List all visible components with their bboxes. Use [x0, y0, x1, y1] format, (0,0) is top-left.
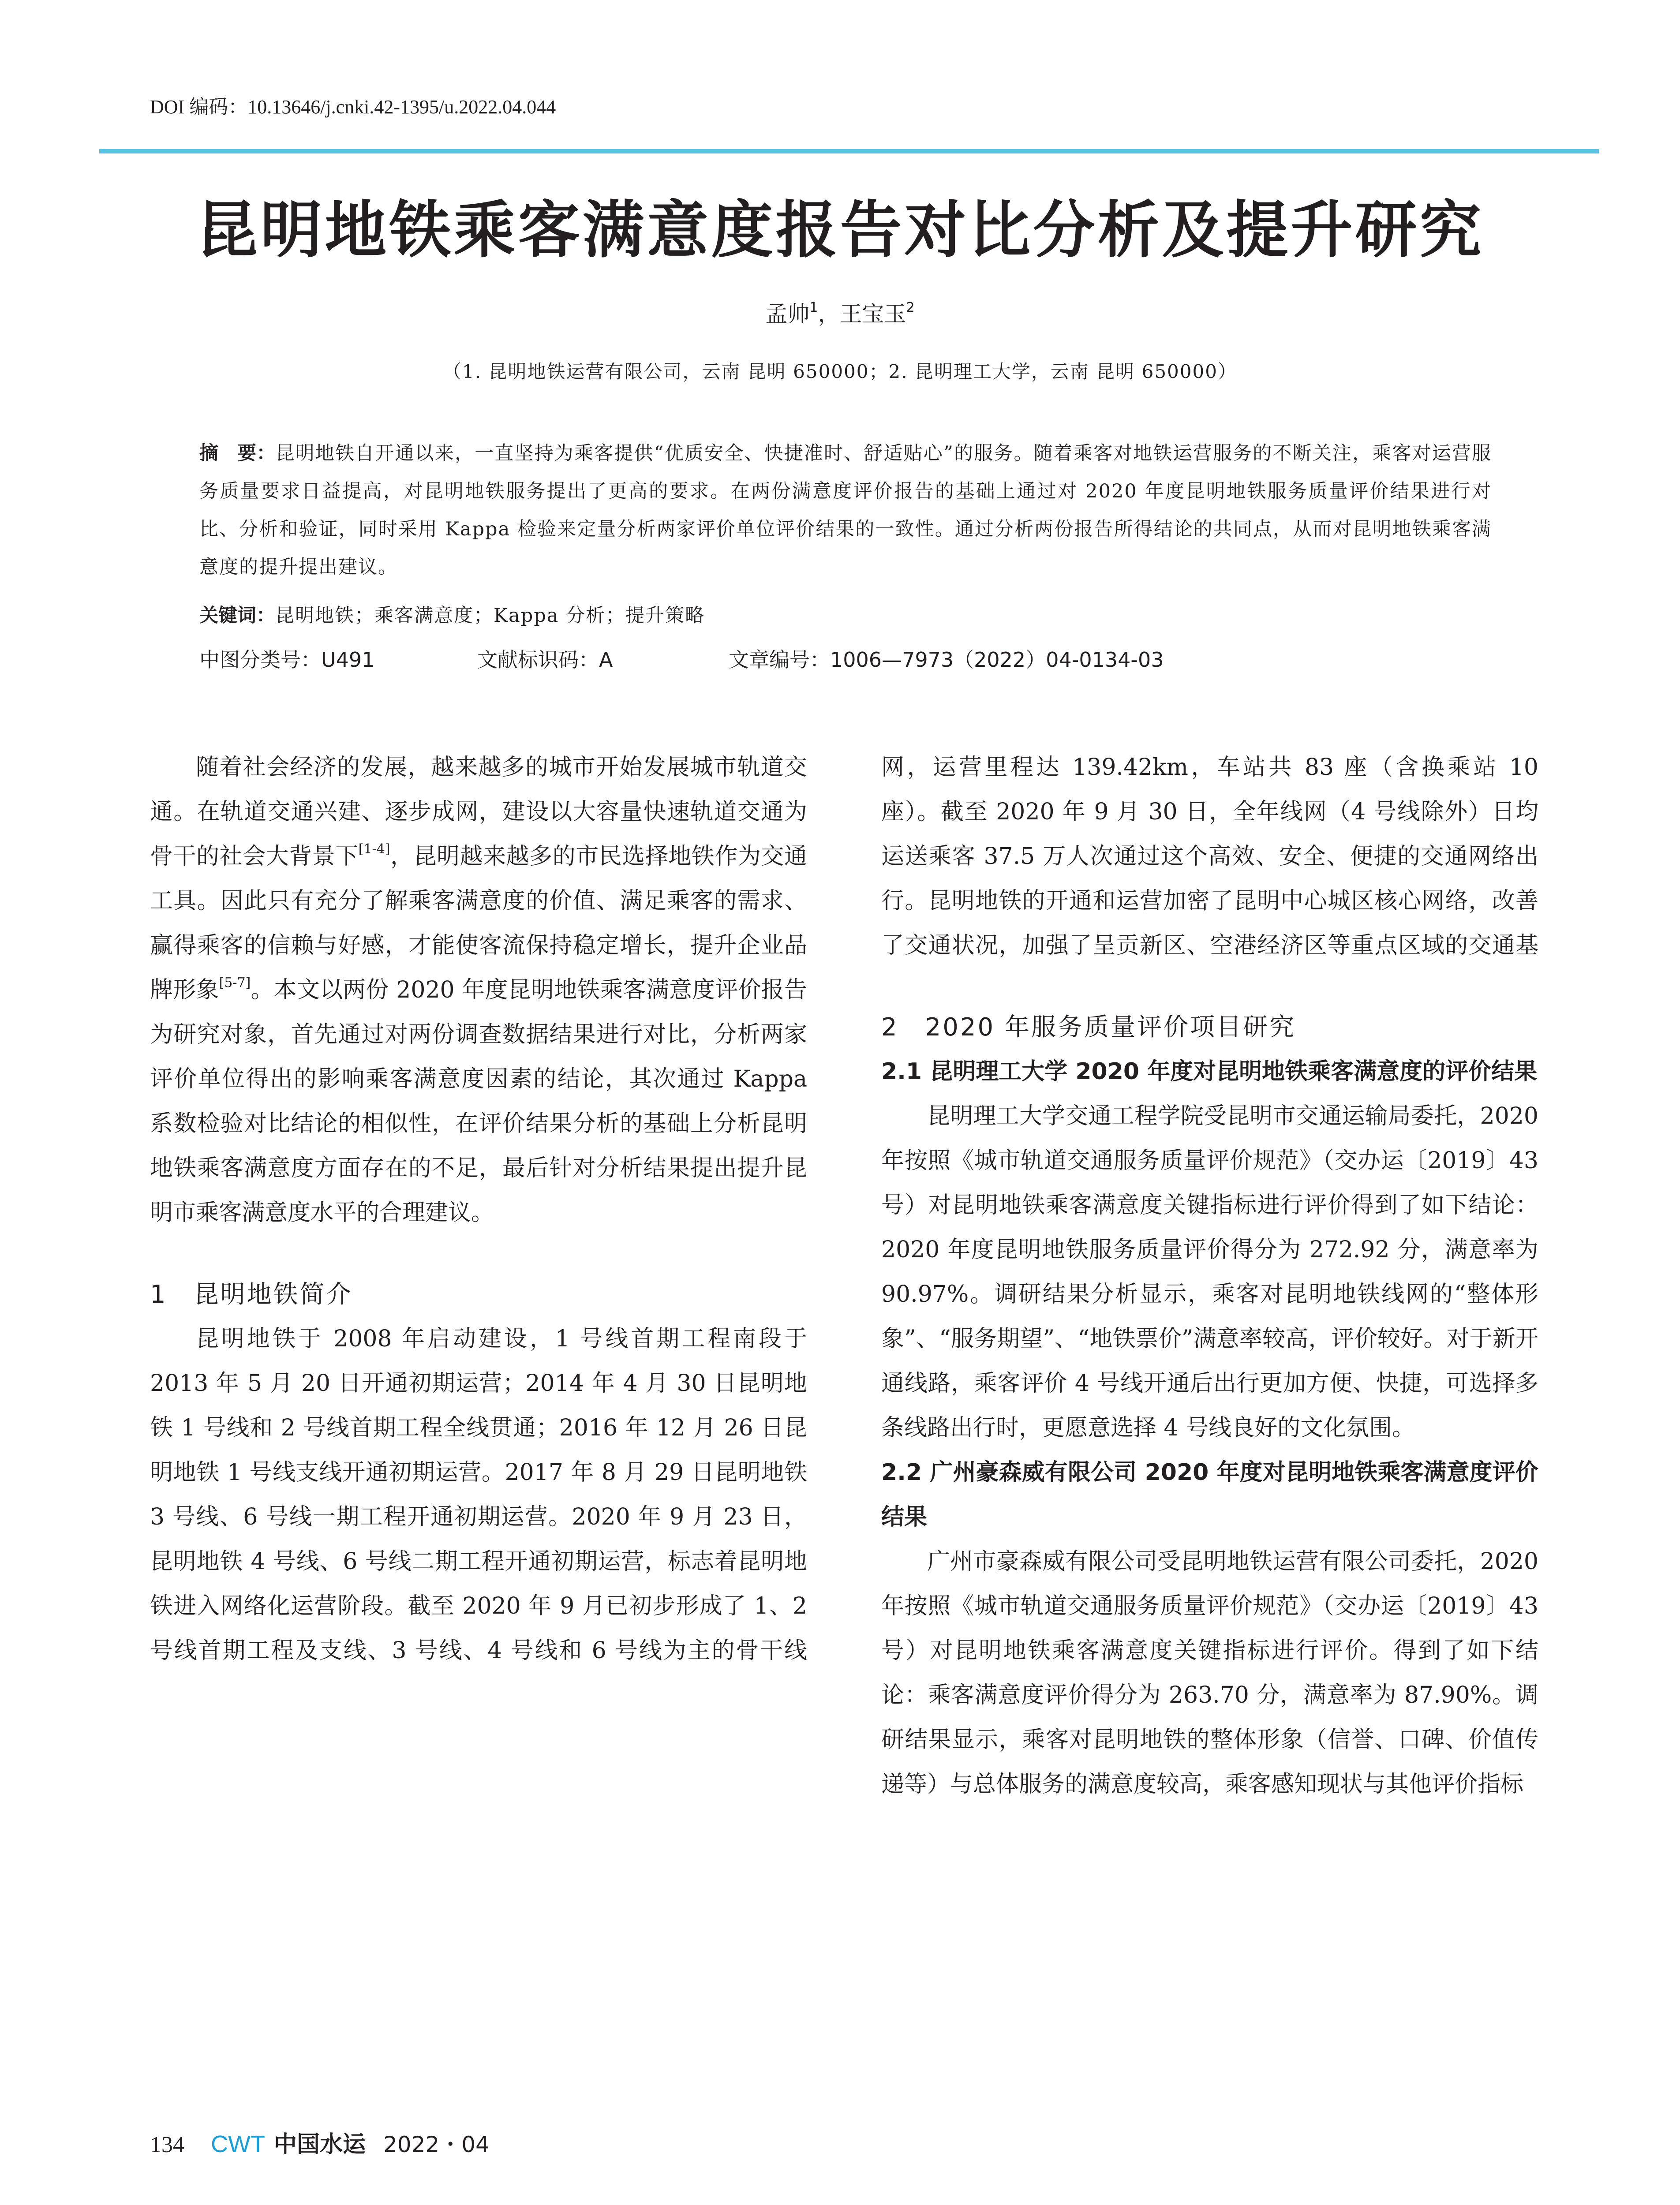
section-1-text-continued: 网，运营里程达 139.42km，车站共 83 座（含换乘站 10 座）。截至 2020 年 9 月 30 日，全年线网（4 号线除外）日均运送乘客 37.5 万人次通过这个高效、安全、便捷的交通网络出行。昆明地铁的开通和运营加密了昆明中心城区核心网络，改善了交通状况，加强了呈贡新区、空港经济区等重点区域的交通基 — [881, 754, 1538, 959]
author-2: 王宝玉 — [840, 301, 906, 327]
journal-issue: 2022・04 — [383, 2132, 490, 2157]
header-rule — [99, 149, 1599, 153]
section-2-1-heading: 2.1 昆明理工大学 2020 年度对昆明地铁乘客满意度的评价结果 — [881, 1058, 1538, 1085]
section-2-heading: 2 2020 年服务质量评价项目研究 — [881, 1013, 1296, 1042]
author-separator: ， — [818, 301, 840, 327]
page-number: 134 — [150, 2132, 184, 2157]
section-2-2-heading: 2.2 广州豪森威有限公司 2020 年度对昆明地铁乘客满意度评价结果 — [881, 1459, 1538, 1530]
affiliations: （1. 昆明地铁运营有限公司，云南 昆明 650000；2. 昆明理工大学，云南 昆明 650000） — [443, 361, 1237, 382]
journal-logo-cwt: CWT — [211, 2131, 265, 2157]
keywords-label: 关键词： — [199, 605, 275, 627]
section-1-heading: 1 昆明地铁简介 — [150, 1280, 353, 1309]
document-code: 文献标识码：A — [477, 648, 613, 672]
journal-name: 中国水运 — [273, 2131, 366, 2158]
doi-header: DOI 编码：10.13646/j.cnki.42-1395/u.2022.04.044 — [150, 96, 556, 118]
intro-paragraph — [150, 745, 807, 1235]
abstract — [199, 434, 1492, 586]
keywords-text: 昆明地铁；乘客满意度；Kappa 分析；提升策略 — [275, 605, 705, 627]
author-1: 孟帅 — [765, 301, 810, 327]
intro-text-3: 。本文以两份 2020 年度昆明地铁乘客满意度评价报告为研究对象，首先通过对两份调查数据结果进行对比，分析两家评价单位得出的影响乘客满意度因素的结论，其次通过 Kappa 系数检验对比结论的相似性，在评价结果分析的基础上分析昆明地铁乘客满意度方面存在的不足，最后针对分析结果提出提升昆明市乘客满意度水平的合理建议。 — [150, 977, 807, 1226]
section-1-continued — [881, 745, 1538, 968]
citation-5-7[interactable]: [5-7] — [219, 975, 251, 990]
section-1-text: 昆明地铁于 2008 年启动建设，1 号线首期工程南段于 2013 年 5 月 20 日开通初期运营；2014 年 4 月 30 日昆明地铁 1 号线和 2 号线首期工程全线贯通；2016 年 12 月 26 日昆明地铁 1 号线支线开通初期运营。2017 年 8 月 29 日昆明地铁 3 号线、6 号线一期工程开通初期运营。2020 年 9 月 23 日，昆明地铁 4 号线、6 号线二期工程开通初期运营，标志着昆明地铁进入网络化运营阶段。截至 2020 年 9 月已初步形成了 1、2 号线首期工程及支线、3 号线、4 号线和 6 号线为主的骨干线 — [150, 1326, 807, 1664]
column-left — [150, 745, 807, 1673]
column-right — [881, 745, 1538, 1807]
intro-text-1: 随着社会经济的发展，越来越多的城市开始发展城市轨道交通。在轨道交通兴建、逐步成网，建设以大容量快速轨道交通为骨干的社会大背景下 — [150, 754, 807, 870]
intro-text-2: ，昆明越来越多的市民选择地铁作为交通工具。因此只有充分了解乘客满意度的价值、满足乘客的需求、赢得乘客的信赖与好感，才能使客流保持稳定增长，提升企业品牌形象 — [150, 843, 807, 1003]
author-2-affil-mark: 2 — [906, 300, 915, 315]
article-meta — [199, 644, 1492, 670]
clc-number: 中图分类号：U491 — [199, 648, 375, 672]
citation-1-4[interactable]: [1-4] — [358, 841, 390, 857]
paper-title: 昆明地铁乘客满意度报告对比分析及提升研究 — [196, 194, 1484, 266]
authors — [0, 296, 1680, 328]
abstract-text: 昆明地铁自开通以来，一直坚持为乘客提供“优质安全、快捷准时、舒适贴心”的服务。随着乘客对地铁运营服务的不断关注，乘客对运营服务质量要求日益提高，对昆明地铁服务提出了更高的要求。在两份满意度评价报告的基础上通过对 2020 年度昆明地铁服务质量评价结果进行对比、分析和验证，同时采用 Kappa 检验来定量分析两家评价单位评价结果的一致性。通过分析两份报告所得结论的共同点，从而对昆明地铁乘客满意度的提升提出建议。 — [199, 442, 1492, 578]
author-1-affil-mark: 1 — [809, 300, 818, 315]
article-number: 文章编号：1006—7973（2022）04-0134-03 — [729, 648, 1164, 672]
keywords — [199, 601, 1492, 628]
page-footer — [150, 2126, 490, 2161]
section-2-1-text: 昆明理工大学交通工程学院受昆明市交通运输局委托，2020 年按照《城市轨道交通服务质量评价规范》（交办运〔2019〕43 号）对昆明地铁乘客满意度关键指标进行评价得到了如下结论：2020 年度昆明地铁服务质量评价得分为 272.92 分，满意率为 90.97%。调研结果分析显示，乘客对昆明地铁线网的“整体形象”、“服务期望”、“地铁票价”满意率较高，评价较好。对于新开通线路，乘客评价 4 号线开通后出行更加方便、快捷，可选择多条线路出行时，更愿意选择 4 号线良好的文化氛围。 — [881, 1103, 1538, 1441]
section-2-2-text: 广州市豪森威有限公司受昆明地铁运营有限公司委托，2020 年按照《城市轨道交通服务质量评价规范》（交办运〔2019〕43 号）对昆明地铁乘客满意度关键指标进行评价。得到了如下结论：乘客满意度评价得分为 263.70 分，满意率为 87.90%。调研结果显示，乘客对昆明地铁的整体形象（信誉、口碑、价值传递等）与总体服务的满意度较高，乘客感知现状与其他评价指标 — [881, 1548, 1538, 1798]
abstract-label: 摘 要： — [199, 442, 276, 464]
